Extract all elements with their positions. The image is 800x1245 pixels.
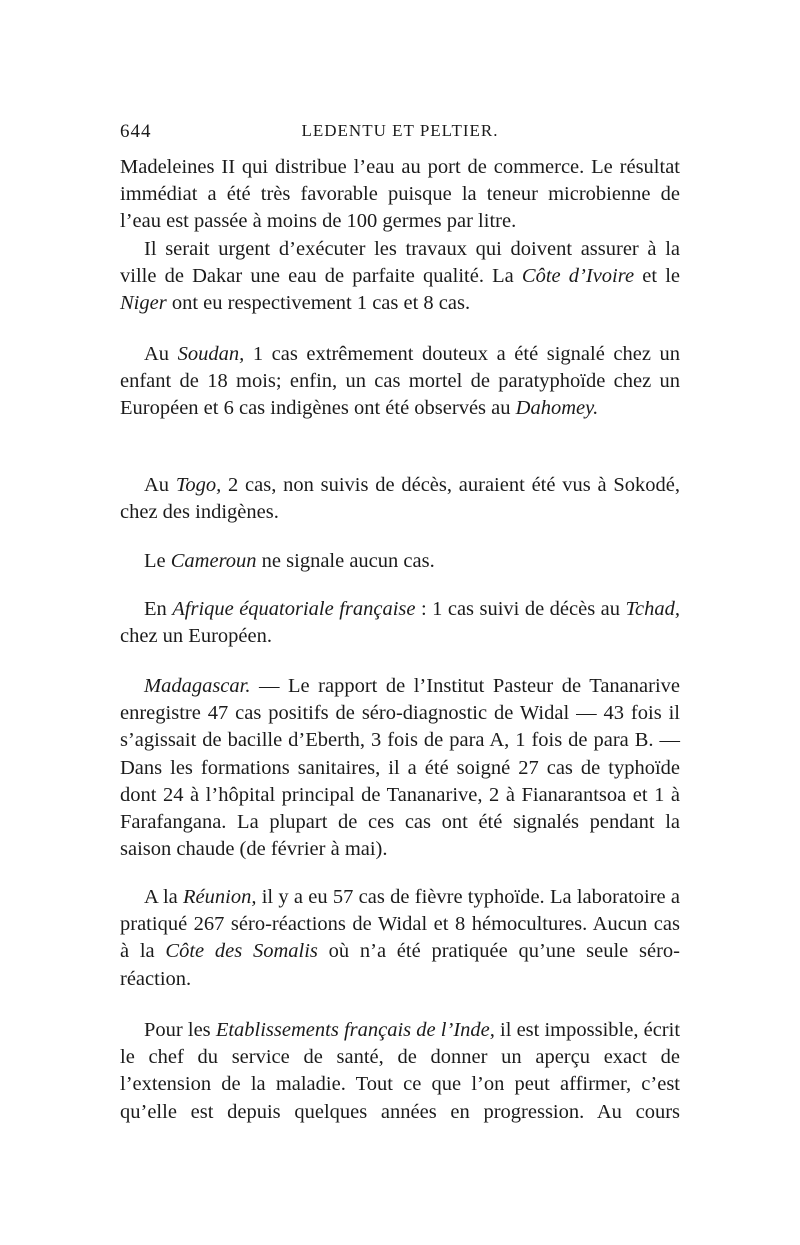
paragraph-dakar — [120, 236, 680, 318]
paragraph-inde — [120, 1017, 680, 1126]
paragraph-text: Le — [144, 550, 171, 572]
place-name: Togo, — [175, 474, 222, 496]
paragraph-afrique — [120, 596, 680, 650]
paragraph-text: Pour les — [144, 1019, 216, 1041]
place-name: Réunion, — [183, 886, 257, 908]
paragraph-text: 1 cas extrêmement douteux a été signalé chez un enfant de 18 mois; enfin, un cas mortel de paratyphoïde chez un Européen et 6 cas indigènes ont été observés au — [120, 343, 680, 420]
paragraph-text: il est impossible, écrit le chef du service de santé, de donner un aperçu exact de l’extension de la maladie. Tout ce que l’on peut affirmer, c’est qu’elle est depuis quelques années en progression. Au cours — [120, 1019, 681, 1123]
paragraph-text: ne signale aucun cas. — [256, 550, 435, 572]
running-title: LEDENTU ET PELTIER. — [301, 121, 499, 140]
place-name: Côte des Somalis — [165, 940, 318, 963]
paragraph-text: En — [144, 598, 173, 620]
paragraph-text: 2 cas, non suivis de décès, auraient été vus à Sokodé, chez des indigènes. — [120, 474, 680, 524]
place-name: Tchad, — [625, 598, 680, 620]
page-header — [120, 121, 680, 145]
paragraph-cameroun — [120, 548, 680, 575]
paragraph-text: Madeleines II qui distribue l’eau au port de commerce. Le résultat immédiat a été très favorable puisque la teneur microbienne de l’eau est passée à moins de 100 germes par litre. — [120, 156, 680, 233]
paragraph-text: A la — [144, 886, 184, 908]
paragraph-text: — Le rapport de l’Institut Pasteur de Tananarive enregistre 47 cas positifs de séro-diagnostic de Widal — 43 fois il s’agissait de bacille d’Eberth, 3 fois de para A, 1 fois de para B. — Dans les formations sanitaires, il a été soigné 27 cas de typhoïde dont 24 à l’hôpital principal de Tananarive, 2 à Fianarantsoa et 1 à Farafangana. La plupart de ces cas ont été signalés pendant la saison chaude (de février à mai). — [120, 675, 680, 861]
place-name: Côte d’Ivoire — [521, 265, 635, 288]
paragraph-text: ont eu respectivement 1 cas et 8 cas. — [166, 292, 471, 315]
place-name: Soudan, — [177, 343, 245, 365]
paragraph-togo — [120, 472, 680, 526]
paragraph-madeleines — [120, 154, 680, 236]
paragraph-text: où n’a été pratiquée qu’une seule séro-réaction. — [120, 940, 680, 990]
paragraph-madagascar — [120, 673, 680, 863]
paragraph-text: et le — [634, 265, 680, 288]
place-name: Madagascar. — [144, 675, 251, 697]
place-name: Etablissements français de l’Inde, — [215, 1019, 495, 1041]
paragraph-reunion — [120, 884, 680, 993]
paragraph-text: chez un Européen. — [120, 625, 272, 648]
paragraph-text: Au — [144, 474, 176, 496]
paragraph-text: : 1 cas suivi de décès au — [415, 598, 626, 620]
paragraph-text: Au — [144, 343, 178, 365]
place-name: Dahomey. — [515, 397, 599, 420]
paragraph-text: il y a eu 57 cas de fièvre typhoïde. La laboratoire a pratiqué 267 séro-réactions de Widal et 8 hémocultures. Aucun cas à la — [120, 886, 680, 963]
page-number: 644 — [120, 121, 152, 142]
place-name: Cameroun — [170, 550, 257, 572]
place-name: Niger — [120, 292, 167, 315]
place-name: Afrique équatoriale française — [172, 598, 416, 620]
paragraph-soudan — [120, 341, 680, 423]
paragraph-text: Il serait urgent d’exécuter les travaux qui doivent assurer à la ville de Dakar une eau de parfaite qualité. La — [120, 238, 680, 288]
